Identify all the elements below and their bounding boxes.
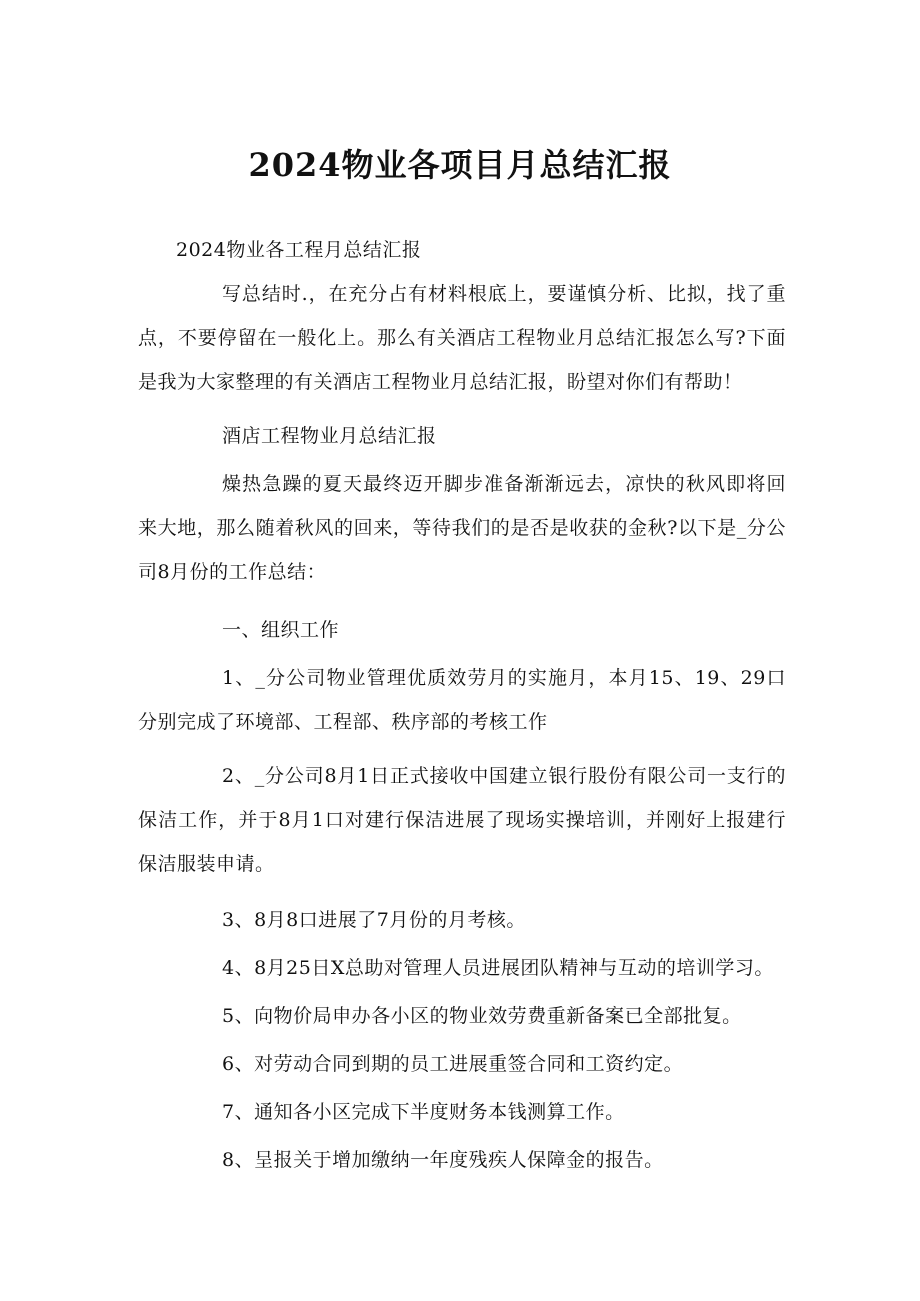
list-item-3: 3、8月8口进展了7月份的月考核。 (222, 909, 526, 931)
list-item-2: 2、_分公司8月1日正式接收中国建立银行股份有限公司一支行的保洁工作，并于8月1口对建行保洁进展了现场实操培训，并刚好上报建行保洁服装申请。 (138, 765, 786, 875)
list-item-5: 5、向物价局申办各小区的物业效劳费重新备案已全部批复。 (222, 1005, 742, 1027)
list-item-7: 7、通知各小区完成下半度财务本钱测算工作。 (222, 1101, 625, 1123)
section-title: 酒店工程物业月总结汇报 (222, 425, 437, 447)
list-item-8: 8、呈报关于增加缴纳一年度残疾人保障金的报告。 (222, 1149, 664, 1171)
list-item-1: 1、_分公司物业管理优质效劳月的实施月，本月15、19、29口分别完成了环境部、工程部、秩序部的考核工作 (138, 667, 786, 733)
page-title: 2024物业各项目月总结汇报 (248, 146, 672, 184)
list-item-6: 6、对劳动合同到期的员工进展重签合同和工资约定。 (222, 1053, 684, 1075)
heading-one: 一、组织工作 (222, 619, 340, 641)
opening-paragraph: 燥热急躁的夏天最终迈开脚步准备渐渐远去，凉快的秋风即将回来大地，那么随着秋风的回来，等待我们的是否是收获的金秋?以下是_分公司8月份的工作总结： (138, 473, 786, 583)
list-item-4: 4、8月25日X总助对管理人员进展团队精神与互动的培训学习。 (222, 957, 774, 979)
subtitle: 2024物业各工程月总结汇报 (176, 239, 422, 261)
intro-paragraph: 写总结时.，在充分占有材料根底上，要谨慎分析、比拟，找了重点，不要停留在一般化上。那么有关酒店工程物业月总结汇报怎么写?下面是我为大家整理的有关酒店工程物业月总结汇报，盼望对你们有帮助！ (138, 283, 786, 393)
